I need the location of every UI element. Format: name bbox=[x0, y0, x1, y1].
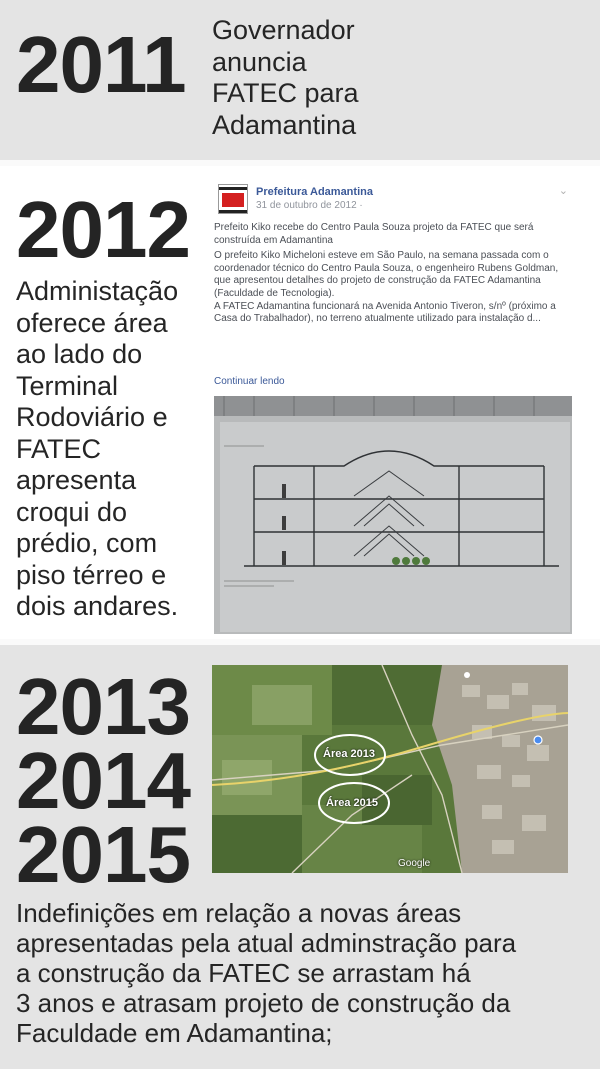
year-2011: 2011 bbox=[16, 20, 186, 109]
headline-line: anuncia bbox=[212, 46, 307, 77]
description-line: 3 anos e atrasam projeto de construção da bbox=[16, 988, 511, 1018]
caption-line: piso térreo e bbox=[16, 559, 167, 590]
caption-line: Terminal bbox=[16, 370, 119, 401]
year-2013: 2013 bbox=[16, 662, 190, 751]
chevron-down-icon[interactable]: ⌄ bbox=[558, 185, 568, 197]
caption-2012 bbox=[16, 276, 178, 623]
post-page-name[interactable]: Prefeitura Adamantina bbox=[256, 186, 373, 198]
post-body bbox=[214, 222, 574, 329]
caption-line: apresenta bbox=[16, 465, 137, 495]
year-2014: 2014 bbox=[16, 736, 190, 825]
caption-line: prédio, com bbox=[16, 528, 158, 558]
headline-2011 bbox=[212, 15, 359, 141]
caption-line: ao lado do bbox=[16, 339, 143, 369]
caption-line: Rodoviário e bbox=[16, 402, 168, 432]
year-2012: 2012 bbox=[16, 185, 190, 274]
facebook-post bbox=[210, 184, 580, 639]
description-line: Faculdade em Adamantina; bbox=[16, 1018, 333, 1048]
post-paragraph: Prefeito Kiko recebe do Centro Paula Souza projeto da FATEC que será construída em Adamantina bbox=[214, 222, 534, 246]
caption-line: oferece área bbox=[16, 307, 168, 338]
caption-line: dois andares. bbox=[16, 591, 179, 621]
headline-line: FATEC para bbox=[212, 78, 359, 108]
post-date[interactable]: 31 de outubro de 2012 · bbox=[256, 200, 363, 211]
caption-line: croqui do bbox=[16, 496, 128, 527]
satellite-terrain bbox=[212, 665, 568, 873]
post-paragraph: A FATEC Adamantina funcionará na Avenida Antonio Tiveron, s/nº (próximo a Casa do Trabalhador), no terreno atualmente utilizado para instalação d... bbox=[214, 300, 556, 325]
caption-line: FATEC bbox=[16, 433, 102, 464]
year-2015: 2015 bbox=[16, 810, 190, 899]
google-attribution: Google bbox=[398, 858, 431, 869]
continue-reading-link[interactable]: Continuar lendo bbox=[214, 376, 285, 387]
prefeitura-logo-icon[interactable] bbox=[218, 184, 248, 214]
area-2015-label: Área 2015 bbox=[326, 797, 378, 809]
area-2013-label: Área 2013 bbox=[323, 748, 375, 760]
post-paragraph: O prefeito Kiko Micheloni esteve em São Paulo, na semana passada com o coordenador técnico do Centro Paula Souza, o engenheiro Rubens Goldman, que apresentou detalhes do projeto de construção da FATEC Adamantina (Faculdade de Tecnologia). bbox=[214, 250, 559, 299]
description-2013-2015 bbox=[16, 898, 516, 1048]
description-line: Indefinições em relação a novas áreas bbox=[16, 898, 462, 928]
description-line: a construção da FATEC se arrastam há bbox=[16, 958, 471, 988]
building-cross-section-drawing bbox=[214, 396, 572, 634]
headline-line: Governador bbox=[212, 15, 355, 45]
description-line: apresentadas pela atual adminstração para bbox=[16, 928, 517, 958]
satellite-map[interactable] bbox=[212, 665, 568, 873]
section-2011 bbox=[0, 0, 600, 160]
building-sketch-image[interactable] bbox=[214, 396, 572, 634]
headline-line: Adamantina bbox=[212, 109, 357, 140]
caption-line: Administação bbox=[16, 276, 179, 306]
section-2012 bbox=[0, 166, 600, 639]
section-2013-2015 bbox=[0, 645, 600, 1069]
